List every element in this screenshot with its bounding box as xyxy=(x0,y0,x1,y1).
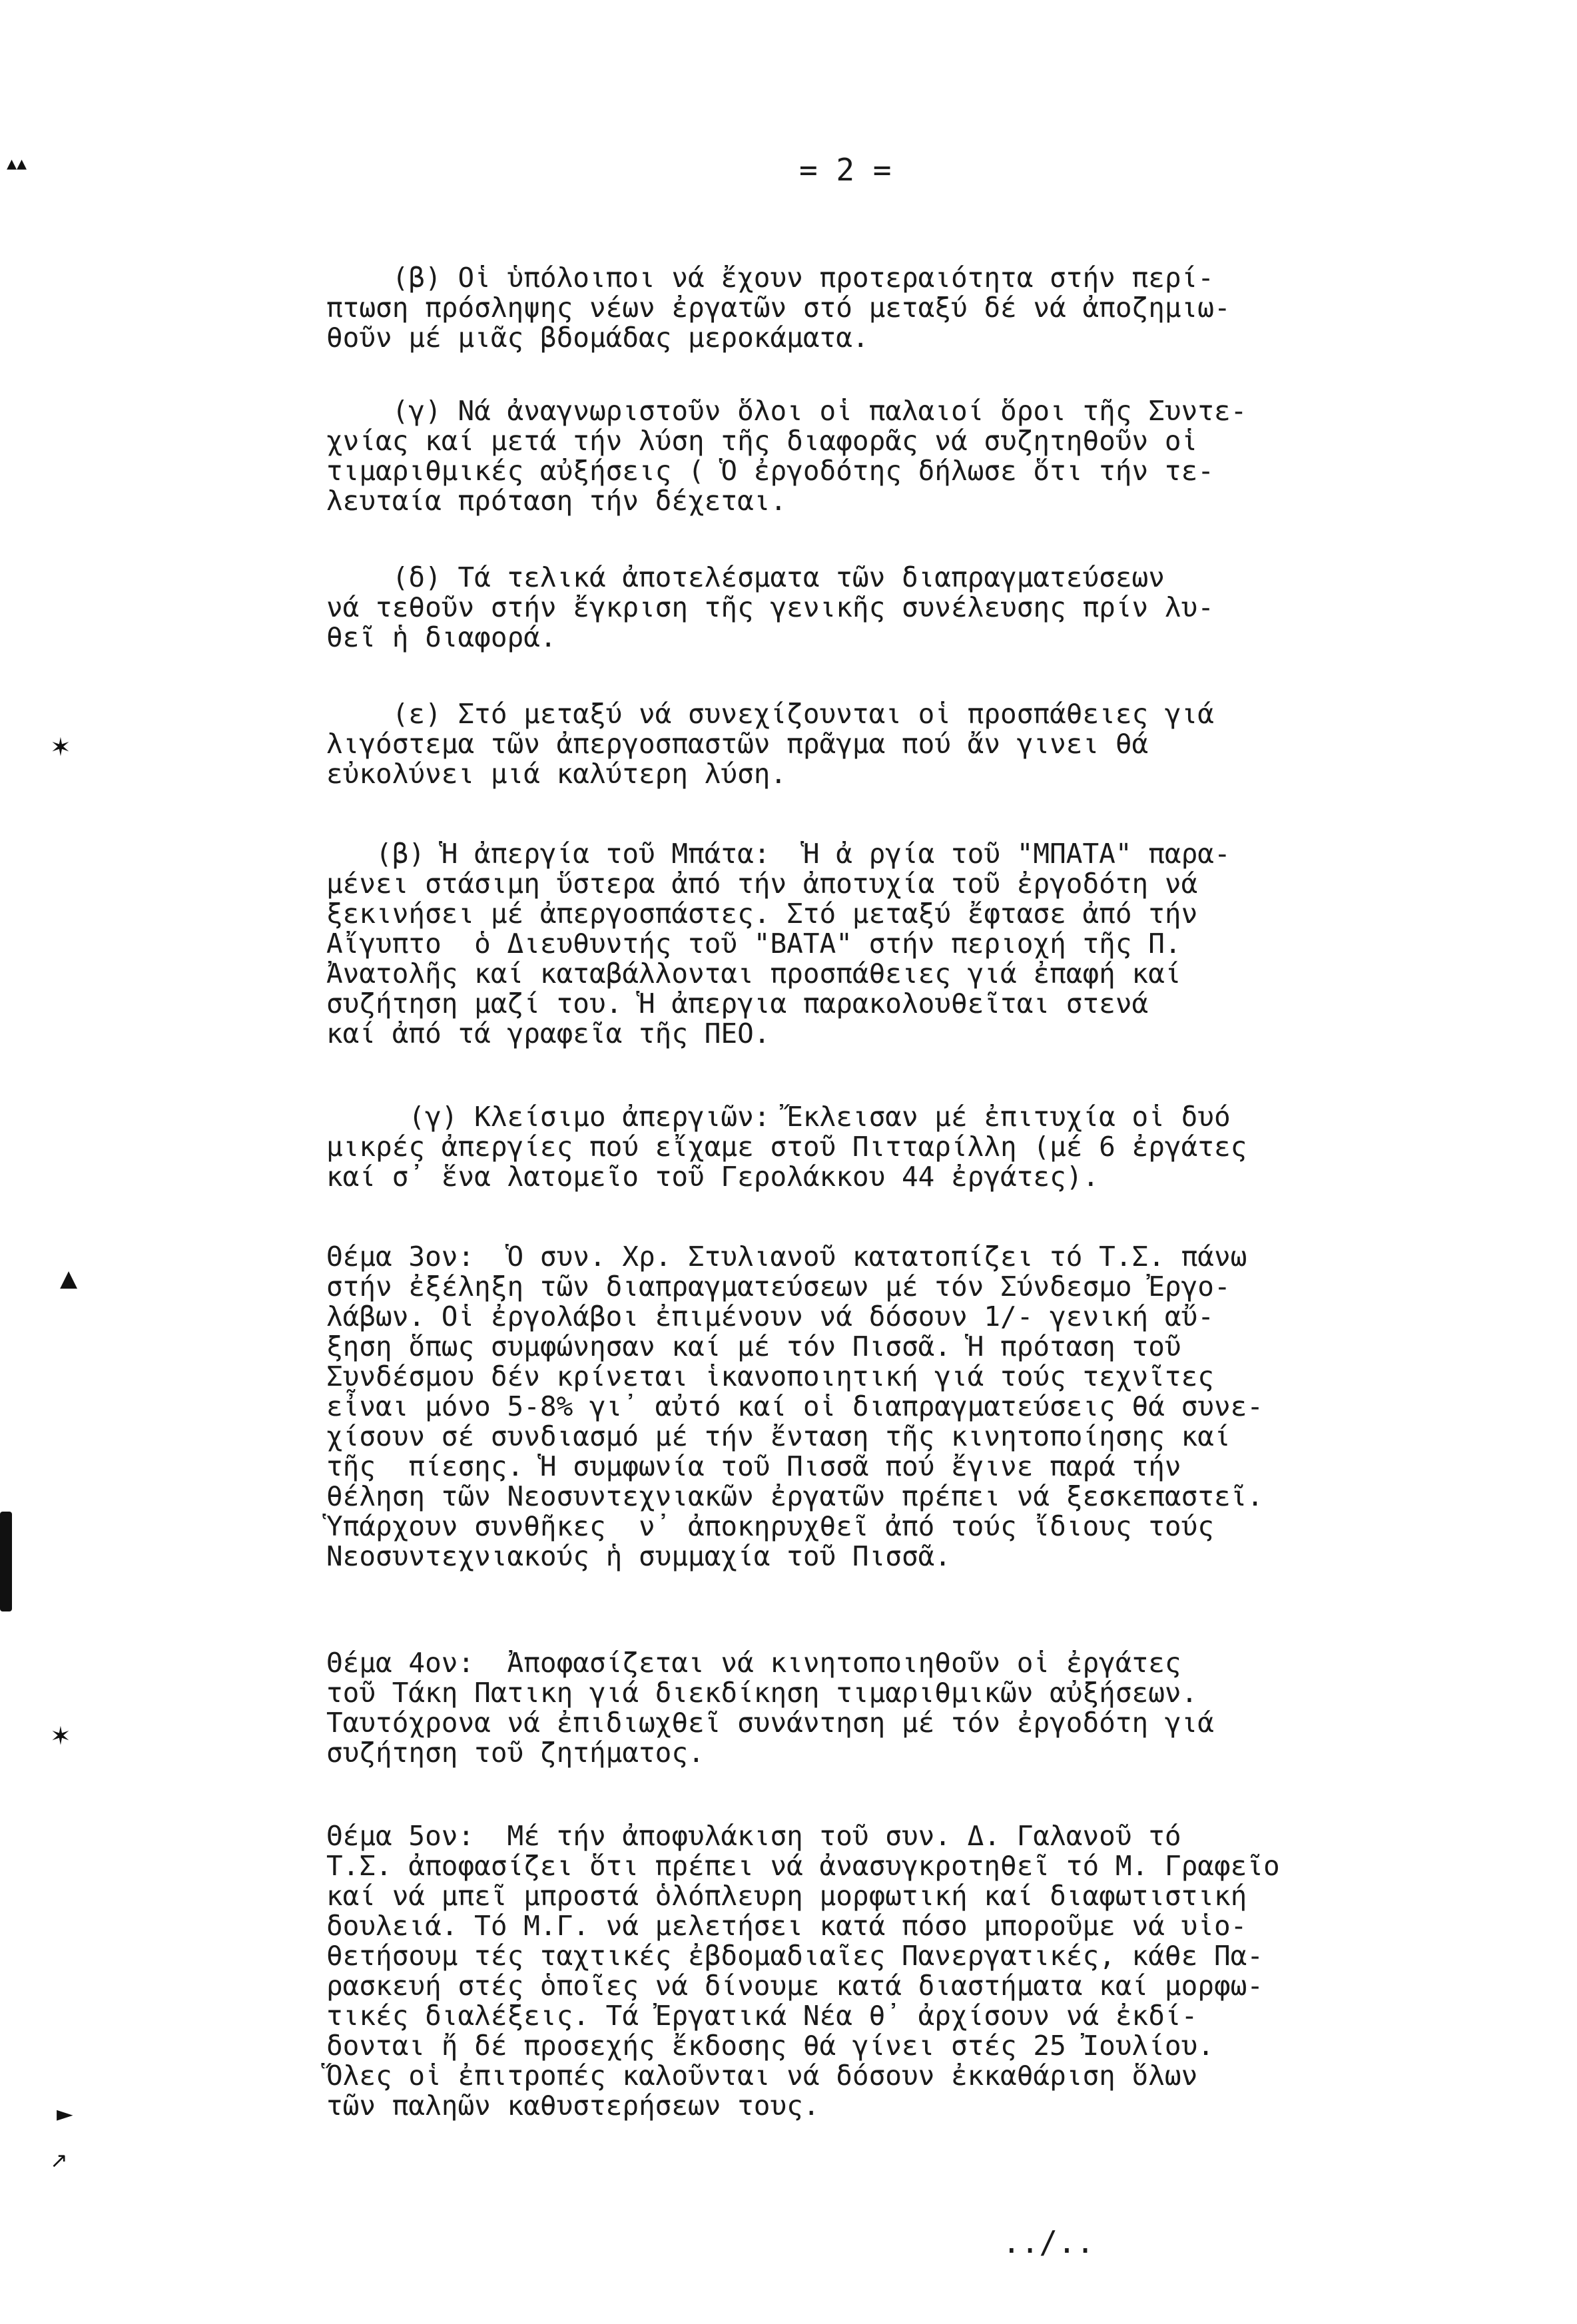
text-line: θέληση τῶν Νεοσυντεχνιακῶν ἐργατῶν πρέπει νά ξεσκεπαστεῖ. xyxy=(326,1480,1263,1512)
text-line: (γ) Κλείσιμο ἀπεργιῶν: Ἔκλεισαν μέ ἐπιτυχία οἱ δυό xyxy=(326,1101,1231,1133)
text-line: καί ἀπό τά γραφεῖα τῆς ΠΕΟ. xyxy=(326,1017,771,1049)
continuation-mark: ../.. xyxy=(1002,2224,1095,2260)
text-line: Τ.Σ. ἀποφασίζει ὅτι πρέπει νά ἀνασυγκροτηθεῖ τό Μ. Γραφεῖο xyxy=(326,1850,1280,1882)
text-line: (β) Ἡ ἀπεργία τοῦ Μπάτα: Ἡ ἀ ργία τοῦ "ΜΠΑΤΑ" παρα- xyxy=(326,838,1231,870)
punch-mark-icon: ↗ xyxy=(50,2148,68,2173)
page-number: = 2 = xyxy=(799,152,892,188)
punch-mark-icon: ✶ xyxy=(50,732,71,762)
text-line: τῶν παληῶν καθυστερήσεων τους. xyxy=(326,2090,820,2122)
punch-mark-icon: ▴▴ xyxy=(7,152,27,175)
text-line: συζήτηση μαζί του. Ἡ ἀπεργια παρακολουθεῖται στενά xyxy=(326,988,1149,1019)
punch-mark-icon: ► xyxy=(57,2101,73,2126)
text-line: εὐκολύνει μιά καλύτερη λύση. xyxy=(326,758,787,790)
text-line: θετήσουμ τές ταχτικές ἐβδομαδιαῖες Πανεργατικές, κάθε Πα- xyxy=(326,1940,1263,1972)
paragraph-beta-2 xyxy=(326,839,1512,1049)
text-line: λευταία πρόταση τήν δέχεται. xyxy=(326,485,787,517)
text-line: δονται ἤ δέ προσεχής ἔκδοσης θά γίνει στές 25 Ἰουλίου. xyxy=(326,2030,1214,2062)
text-line: Ἀνατολῆς καί καταβάλλονται προσπάθειες γιά ἐπαφή καί xyxy=(326,958,1181,990)
text-line: τῆς πίεσης. Ἡ συμφωνία τοῦ Πισσᾶ πού ἔγινε παρά τήν xyxy=(326,1450,1181,1482)
text-line: στήν ἐξέληξη τῶν διαπραγματεύσεων μέ τόν Σύνδεσμο Ἐργο- xyxy=(326,1271,1231,1303)
text-line: λάβων. Οἱ ἐργολάβοι ἐπιμένουν νά δόσουν 1/- γενική αὔ- xyxy=(326,1301,1214,1332)
text-line: τιμαριθμικές αὐξήσεις ( Ὁ ἐργοδότης δήλωσε ὅτι τήν τε- xyxy=(326,455,1214,487)
punch-mark-icon: ▲ xyxy=(60,1265,78,1292)
paragraph-thema-5 xyxy=(326,1821,1512,2121)
text-line: (ε) Στό μεταξύ νά συνεχίζουνται οἱ προσπάθειες γιά xyxy=(326,698,1214,730)
text-line: τικές διαλέξεις. Τά Ἐργατικά Νέα θ᾿ ἀρχίσουν νά ἐκδί- xyxy=(326,2000,1198,2032)
text-line: μένει στάσιμη ὕστερα ἀπό τήν ἀποτυχία τοῦ ἐργοδότη νά xyxy=(326,868,1198,900)
text-line: συζήτηση τοῦ ζητήματος. xyxy=(326,1737,705,1769)
text-line: χίσουν σέ συνδιασμό μέ τήν ἔνταση τῆς κινητοποίησης καί xyxy=(326,1420,1231,1452)
text-line: νά τεθοῦν στήν ἔγκριση τῆς γενικῆς συνέλευσης πρίν λυ- xyxy=(326,591,1214,623)
text-line: τοῦ Τάκη Πατικη γιά διεκδίκηση τιμαριθμικῶν αὐξήσεων. xyxy=(326,1677,1198,1709)
paragraph-beta-1 xyxy=(326,263,1512,353)
paragraph-gamma-1 xyxy=(326,396,1512,516)
punch-mark-icon: ✶ xyxy=(50,1721,71,1751)
text-line: Θέμα 5ον: Μέ τήν ἀποφυλάκιση τοῦ συν. Δ. Γαλανοῦ τό xyxy=(326,1820,1181,1852)
text-line: πτωση πρόσληψης νέων ἐργατῶν στό μεταξύ δέ νά ἀποζημιω- xyxy=(326,292,1231,324)
paragraph-gamma-2 xyxy=(326,1102,1512,1192)
text-line: Νεοσυντεχνιακούς ἡ συμμαχία τοῦ Πισσᾶ. xyxy=(326,1540,951,1572)
text-line: δουλειά. Τό Μ.Γ. νά μελετήσει κατά πόσο μποροῦμε νά υἱο- xyxy=(326,1910,1247,1942)
text-line: Θέμα 3ον: Ὁ συν. Χρ. Στυλιανοῦ κατατοπίζει τό Τ.Σ. πάνω xyxy=(326,1241,1247,1273)
text-line: ξεκινήσει μέ ἀπεργοσπάστες. Στό μεταξύ ἔφτασε ἀπό τήν xyxy=(326,898,1198,930)
text-line: λιγόστεμα τῶν ἀπεργοσπαστῶν πρᾶγμα πού ἄν γινει θά xyxy=(326,728,1149,760)
text-line: ξηση ὅπως συμφώνησαν καί μέ τόν Πισσᾶ. Ἡ πρόταση τοῦ xyxy=(326,1330,1181,1362)
text-line: μικρές ἀπεργίες πού εἴχαμε στοῦ Πιτταρίλλη (μέ 6 ἐργάτες xyxy=(326,1131,1247,1163)
text-line: Ὑπάρχουν συνθῆκες ν᾿ ἀποκηρυχθεῖ ἀπό τούς ἴδιους τούς xyxy=(326,1510,1214,1542)
scan-edge-shadow xyxy=(0,1512,12,1611)
text-line: χνίας καί μετά τήν λύση τῆς διαφορᾶς νά συζητηθοῦν οἱ xyxy=(326,425,1198,457)
text-line: ρασκευή στές ὁποῖες νά δίνουμε κατά διαστήματα καί μορφω- xyxy=(326,1970,1263,2002)
text-line: θοῦν μέ μιᾶς βδομάδας μεροκάματα. xyxy=(326,322,869,354)
text-line: (δ) Τά τελικά ἀποτελέσματα τῶν διαπραγματεύσεων xyxy=(326,561,1165,593)
text-line: Αἴγυπτο ὁ Διευθυντής τοῦ "ΒΑΤΑ" στήν περιοχή τῆς Π. xyxy=(326,928,1181,960)
paragraph-epsilon-1 xyxy=(326,699,1512,789)
text-line: θεῖ ἡ διαφορά. xyxy=(326,621,557,653)
text-line: καί σ᾿ ἕνα λατομεῖο τοῦ Γερολάκκου 44 ἐργάτες). xyxy=(326,1161,1100,1193)
paragraph-thema-3 xyxy=(326,1242,1512,1572)
text-line: Θέμα 4ον: Ἀποφασίζεται νά κινητοποιηθοῦν οἱ ἐργάτες xyxy=(326,1647,1181,1679)
text-line: Ταυτόχρονα νά ἐπιδιωχθεῖ συνάντηση μέ τόν ἐργοδότη γιά xyxy=(326,1707,1214,1739)
text-line: Συνδέσμου δέν κρίνεται ἱκανοποιητική γιά τούς τεχνῖτες xyxy=(326,1360,1214,1392)
paragraph-thema-4 xyxy=(326,1648,1512,1768)
text-line: Ὅλες οἱ ἐπιτροπές καλοῦνται νά δόσουν ἐκκαθάριση ὅλων xyxy=(326,2060,1198,2092)
text-line: εἶναι μόνο 5-8% γι᾿ αὐτό καί οἱ διαπραγματεύσεις θά συνε- xyxy=(326,1390,1263,1422)
text-line: (β) Οἱ ὑπόλοιποι νά ἔχουν προτεραιότητα στήν περί- xyxy=(326,262,1214,294)
text-line: (γ) Νά ἀναγνωριστοῦν ὅλοι οἱ παλαιοί ὅροι τῆς Συντε- xyxy=(326,395,1247,427)
text-line: καί νά μπεῖ μπροστά ὁλόπλευρη μορφωτική καί διαφωτιστική xyxy=(326,1880,1247,1912)
paragraph-delta-1 xyxy=(326,563,1512,653)
